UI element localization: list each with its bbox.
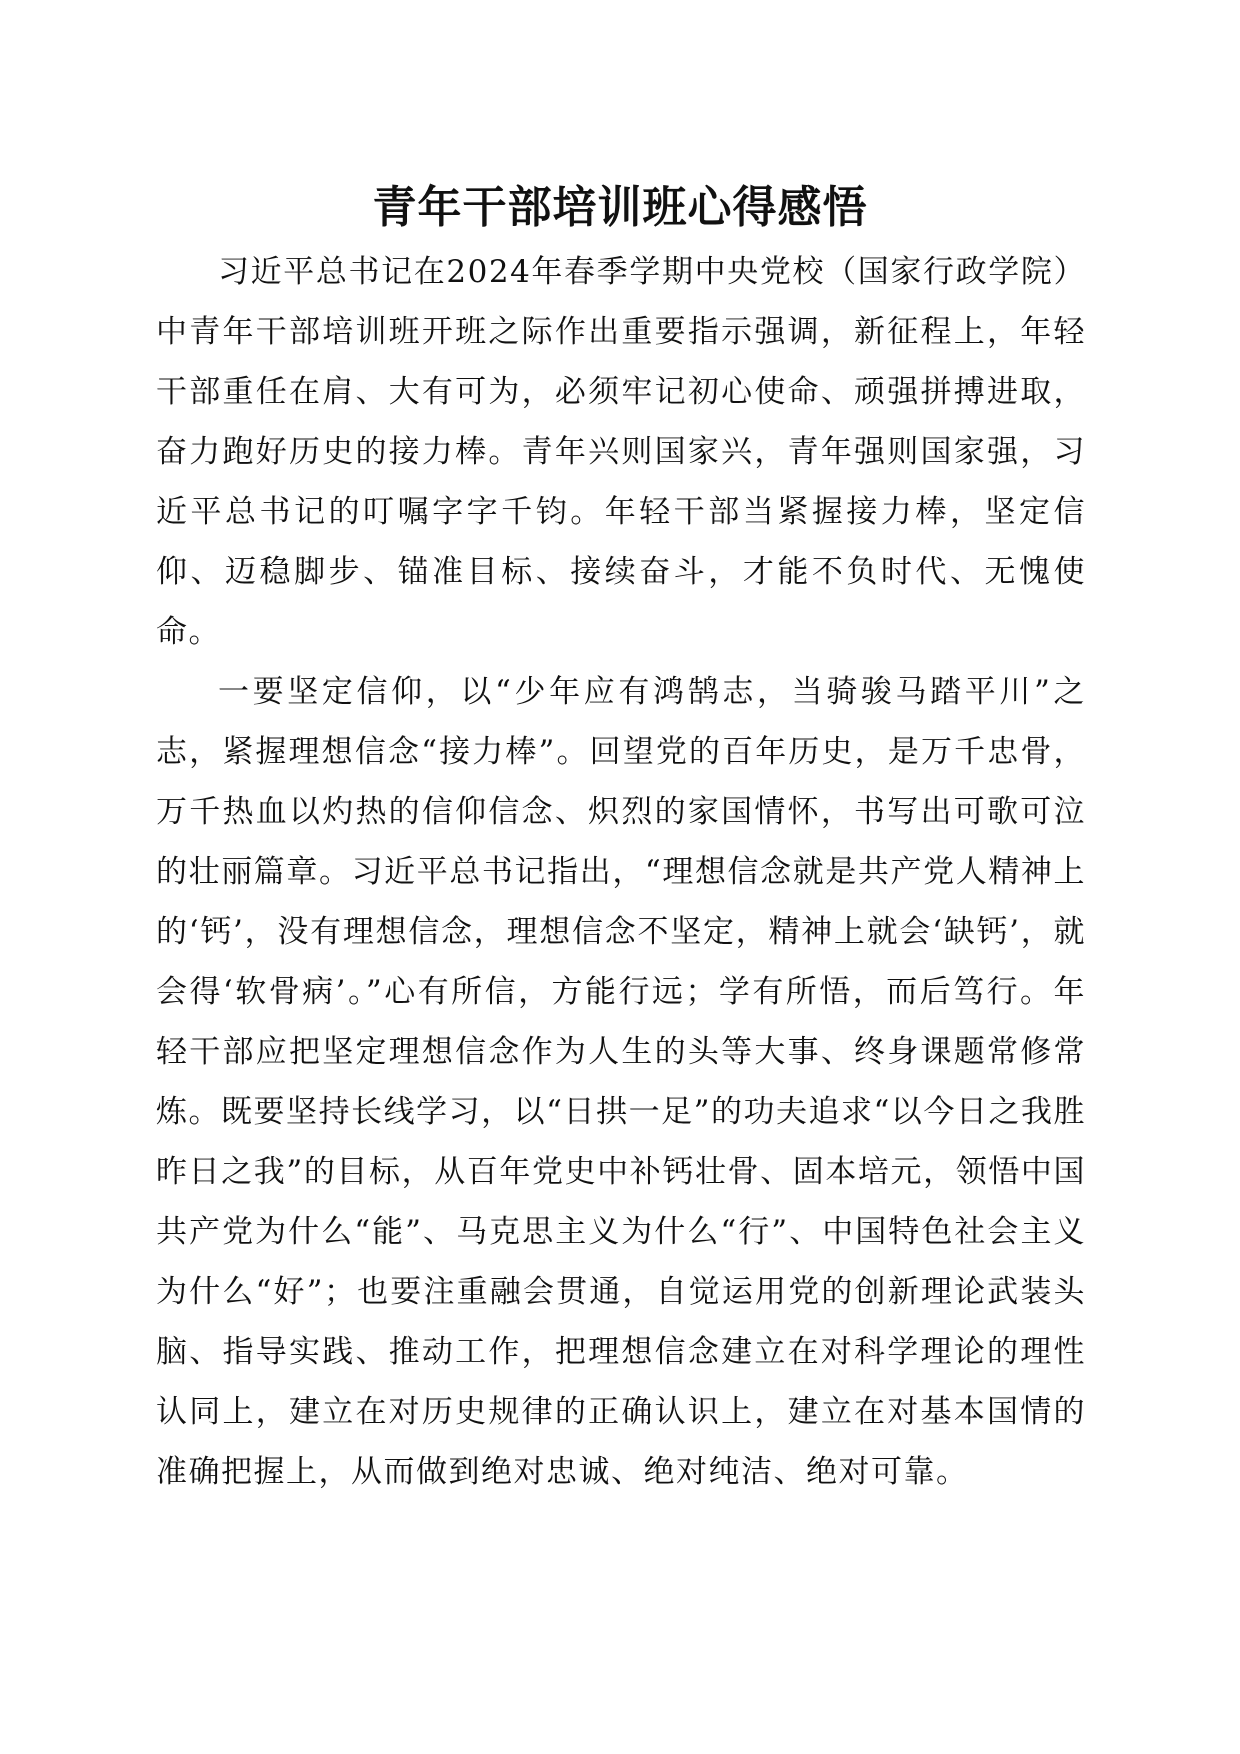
document-title: 青年干部培训班心得感悟 [372,182,868,233]
document-body [156,242,1086,1502]
paragraph-firm-belief: 一要坚定信仰，以“少年应有鸿鹄志，当骑骏马踏平川”之志，紧握理想信念“接力棒”。回望党的百年历史，是万千忠骨，万千热血以灼热的信仰信念、炽烈的家国情怀，书写出可歌可泣的壮丽篇章。习近平总书记指出，“理想信念就是共产党人精神上的‘钙’，没有理想信念，理想信念不坚定，精神上就会‘缺钙’，就会得‘软骨病’。”心有所信，方能行远；学有所悟，而后笃行。年轻干部应把坚定理想信念作为人生的头等大事、终身课题常修常炼。既要坚持长线学习，以“日拱一足”的功夫追求“以今日之我胜昨日之我”的目标，从百年党史中补钙壮骨、固本培元，领悟中国共产党为什么“能”、马克思主义为什么“行”、中国特色社会主义为什么“好”；也要注重融会贯通，自觉运用党的创新理论武装头脑、指导实践、推动工作，把理想信念建立在对科学理论的理性认同上，建立在对历史规律的正确认识上，建立在对基本国情的准确把握上，从而做到绝对忠诚、绝对纯洁、绝对可靠。 [156,674,1086,1490]
paragraph-intro: 习近平总书记在2024年春季学期中央党校（国家行政学院）中青年干部培训班开班之际作出重要指示强调，新征程上，年轻干部重任在肩、大有可为，必须牢记初心使命、顽强拼搏进取，奋力跑好历史的接力棒。青年兴则国家兴，青年强则国家强，习近平总书记的叮嘱字字千钧。年轻干部当紧握接力棒，坚定信仰、迈稳脚步、锚准目标、接续奋斗，才能不负时代、无愧使命。 [156,254,1086,650]
